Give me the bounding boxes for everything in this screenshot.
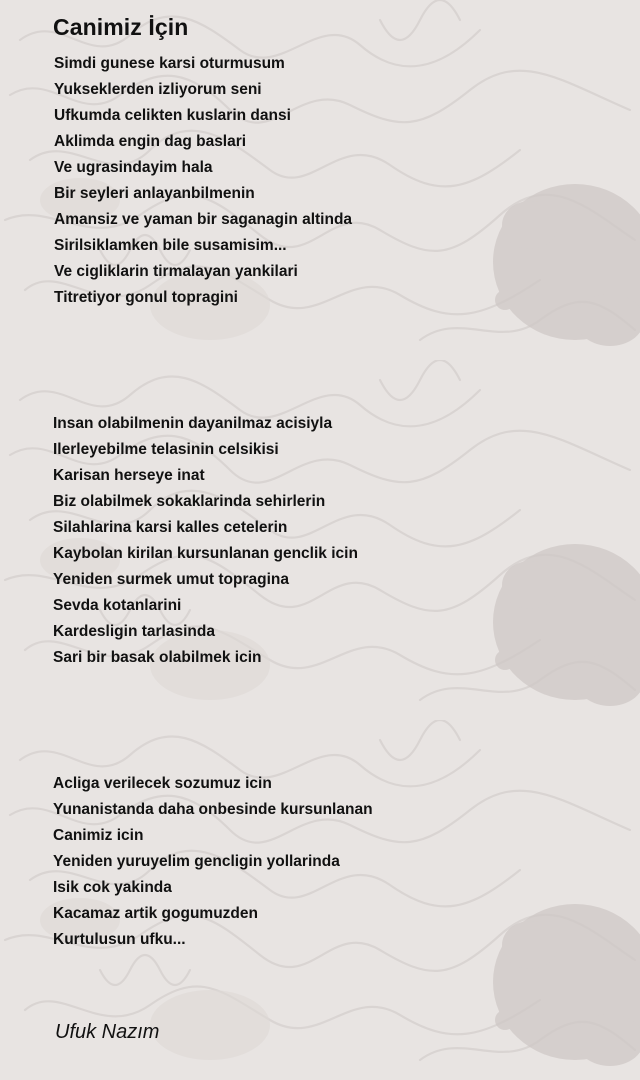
poem-line: Kacamaz artik gogumuzden: [53, 905, 258, 922]
poem-line: Yeniden yuruyelim gencligin yollarinda: [53, 853, 340, 870]
poem-line: Aklimda engin dag baslari: [54, 133, 247, 150]
poem-line: Silahlarina karsi kalles cetelerin: [53, 519, 288, 536]
poem-line: Yeniden surmek umut topragina: [53, 571, 289, 588]
poem-line: Sevda kotanlarini: [53, 597, 182, 614]
poem-line: Canimiz icin: [53, 827, 144, 844]
poem-line: Bir seyleri anlayanbilmenin: [54, 185, 255, 202]
poem-line: Yukseklerden izliyorum seni: [54, 81, 262, 98]
poem-title: Canimiz İçin: [53, 14, 189, 40]
poem-line: Kurtulusun ufku...: [53, 931, 186, 948]
poem-line: Ve ugrasindayim hala: [54, 159, 213, 176]
poem-line: Biz olabilmek sokaklarinda sehirlerin: [53, 493, 326, 510]
poem-line: Ve cigliklarin tirmalayan yankilari: [54, 263, 298, 280]
poem-line: Sari bir basak olabilmek icin: [53, 649, 262, 666]
poem-line: Ufkumda celikten kuslarin dansi: [54, 107, 291, 124]
poem-line: Sirilsiklamken bile susamisim...: [54, 237, 287, 254]
poem-line: Titretiyor gonul topragini: [54, 289, 238, 306]
stanza-2: [53, 411, 358, 671]
poem-line: Insan olabilmenin dayanilmaz acisiyla: [53, 415, 333, 432]
poem-line: Isik cok yakinda: [53, 879, 172, 896]
stanza-1: [54, 51, 352, 311]
stanza-3: [53, 771, 373, 953]
poem-line: Kaybolan kirilan kursunlanan genclik icin: [53, 545, 358, 562]
poem-author: Ufuk Nazım: [55, 1021, 160, 1043]
poem-line: Acliga verilecek sozumuz icin: [53, 775, 272, 792]
poem-line: Ilerleyebilme telasinin celsikisi: [53, 441, 279, 458]
poem-line: Yunanistanda daha onbesinde kursunlanan: [53, 801, 373, 818]
poem-line: Kardesligin tarlasinda: [53, 623, 215, 640]
poem-line: Amansiz ve yaman bir saganagin altinda: [54, 211, 353, 228]
poem-line: Simdi gunese karsi oturmusum: [54, 55, 285, 72]
poem-line: Karisan herseye inat: [53, 467, 205, 484]
